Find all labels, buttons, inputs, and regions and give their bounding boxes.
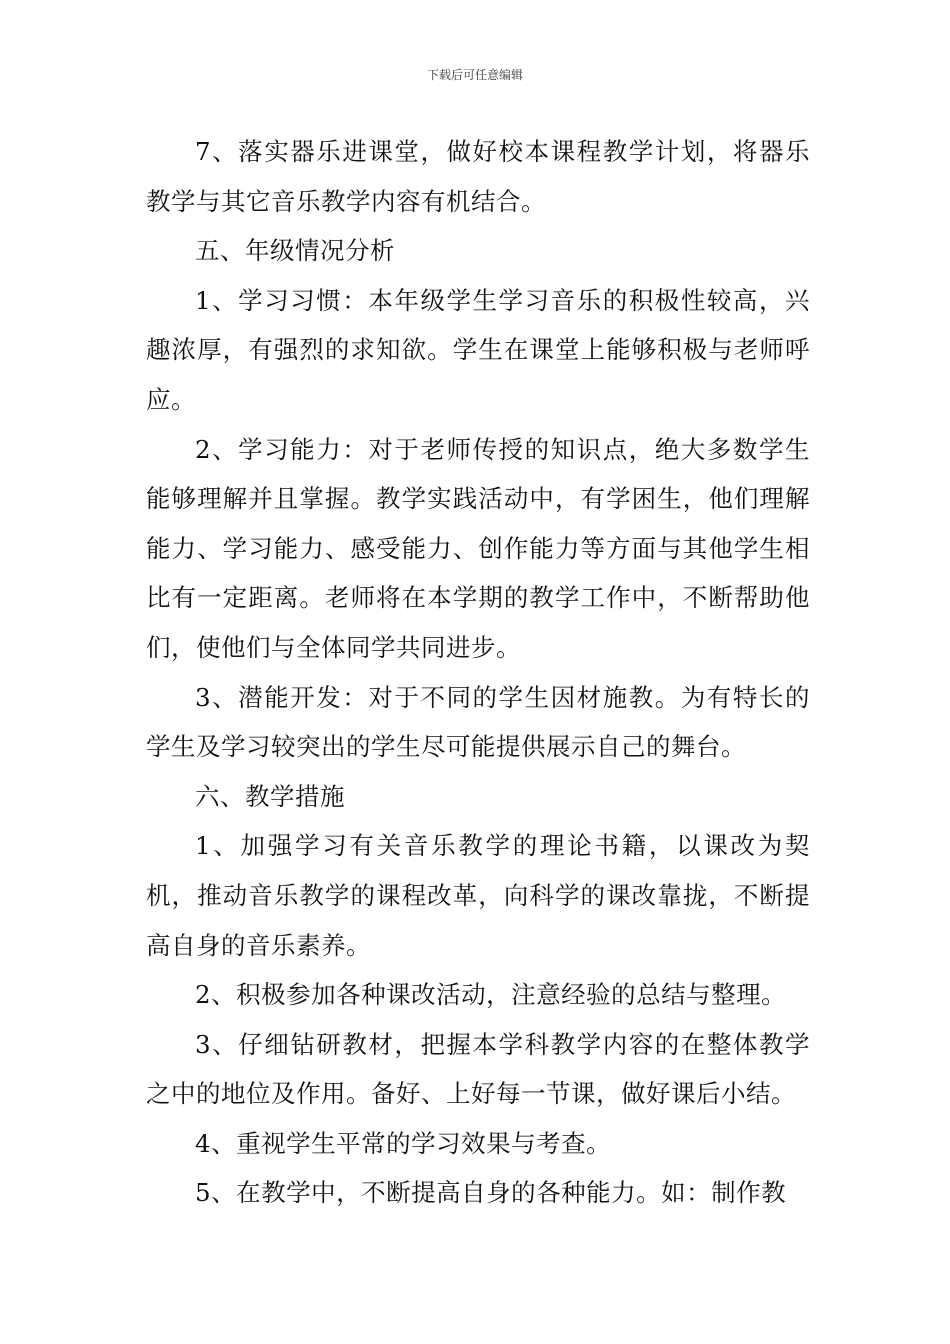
- paragraph-measure-2: 2、积极参加各种课改活动，注意经验的总结与整理。: [195, 980, 787, 1010]
- paragraph-potential: 3、潜能开发：对于不同的学生因材施教。为有特长的学生及学习较突出的学生尽可能提供展示自己的舞台。: [146, 682, 810, 762]
- document-body: [146, 127, 810, 1218]
- section-heading-grade-analysis: 五、年级情况分析: [195, 236, 395, 266]
- paragraph-item7: 7、落实器乐进课堂，做好校本课程教学计划，将器乐教学与其它音乐教学内容有机结合。: [146, 137, 810, 216]
- paragraph-measure-5: 5、在教学中，不断提高自身的各种能力。如：制作教: [195, 1178, 787, 1208]
- paragraph-study-habits: 1、学习习惯：本年级学生学习音乐的积极性较高，兴趣浓厚，有强烈的求知欲。学生在课堂上能够积极与老师呼应。: [146, 285, 810, 414]
- paragraph-measure-3: 3、仔细钻研教材，把握本学科教学内容的在整体教学之中的地位及作用。备好、上好每一节课，做好课后小结。: [146, 1029, 810, 1109]
- paragraph-measure-4: 4、重视学生平常的学习效果与考查。: [195, 1128, 612, 1158]
- page-header-note: 下载后可任意编辑: [426, 68, 523, 82]
- paragraph-study-ability: 2、学习能力：对于老师传授的知识点，绝大多数学生能够理解并且掌握。教学实践活动中，有学困生，他们理解能力、学习能力、感受能力、创作能力等方面与其他学生相比有一定距离。老师将在本学期的教学工作中，不断帮助他们，使他们与全体同学共同进步。: [146, 434, 810, 662]
- paragraph-measure-1: 1、加强学习有关音乐教学的理论书籍，以课改为契机，推动音乐教学的课程改革，向科学的课改靠拢，不断提高自身的音乐素养。: [146, 831, 810, 960]
- section-heading-teaching-measures: 六、教学措施: [195, 781, 345, 811]
